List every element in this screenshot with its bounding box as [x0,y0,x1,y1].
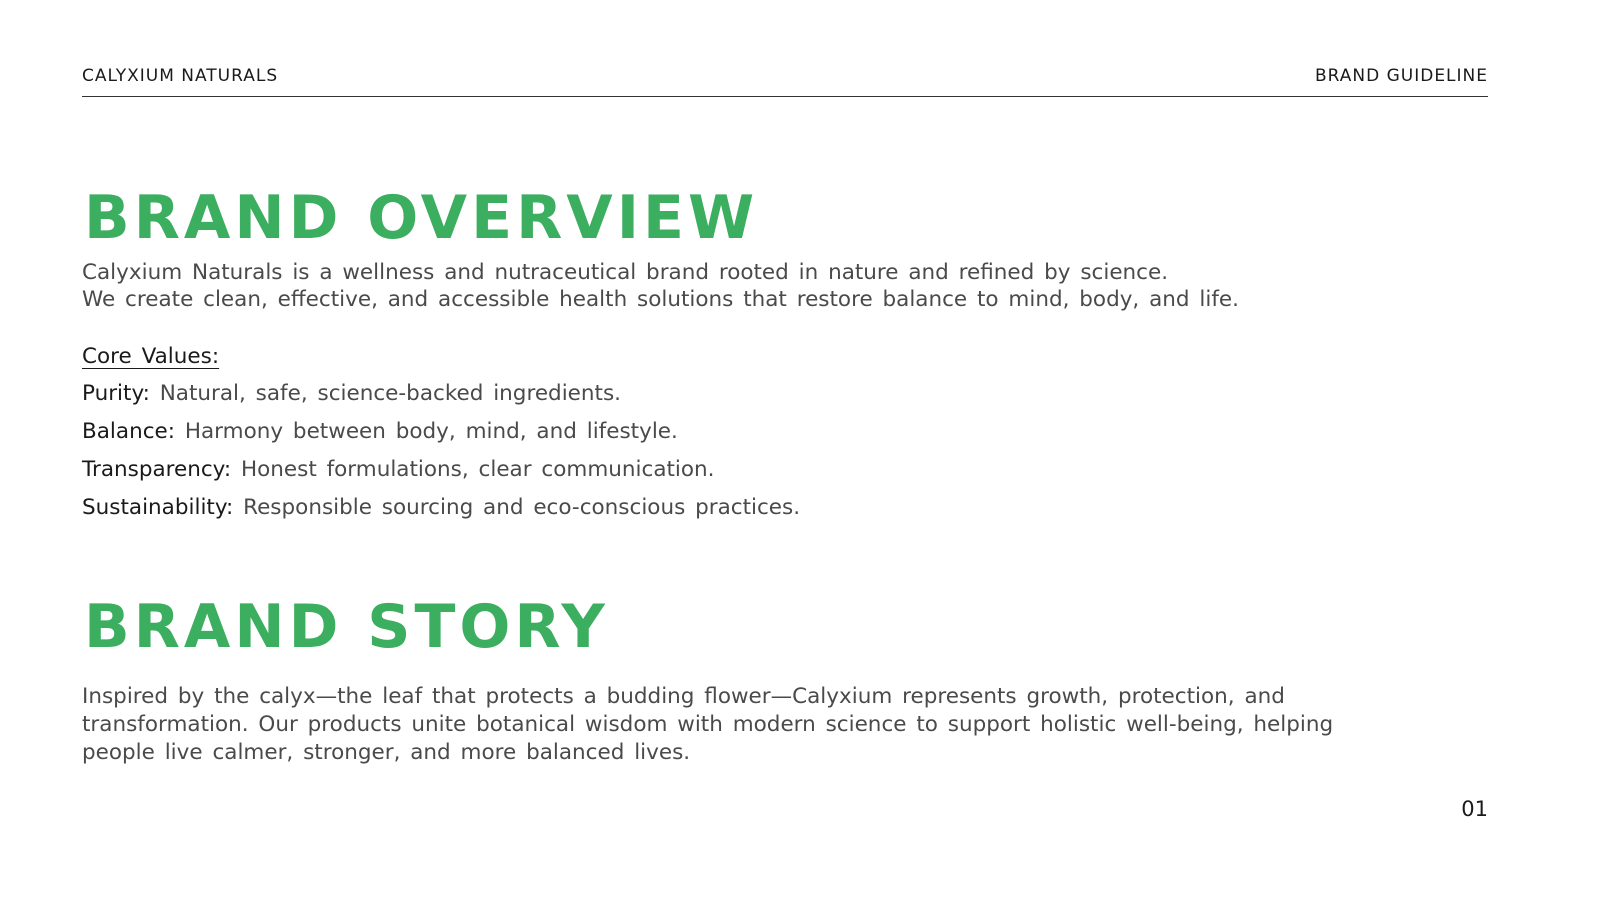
core-value-description: Responsible sourcing and eco-conscious practices. [243,495,801,520]
story-paragraph-line-3: people live calmer, stronger, and more balanced lives. [82,740,691,765]
page-number: 01 [1461,797,1488,821]
core-value-balance [82,418,678,446]
overview-paragraph-line-2: We create clean, effective, and accessible health solutions that restore balance to mind, body, and life. [82,287,1239,312]
overview-paragraph-line-1: Calyxium Naturals is a wellness and nutraceutical brand rooted in nature and refined by science. [82,260,1169,285]
core-value-description: Natural, safe, science-backed ingredients. [159,381,621,406]
page-header [82,64,1488,97]
overview-title: BRAND OVERVIEW [84,183,759,253]
core-value-transparency [82,456,715,484]
story-paragraph-line-1: Inspired by the calyx—the leaf that protects a budding flower—Calyxium represents growth, protection, and [82,684,1285,709]
core-value-purity [82,380,621,408]
story-paragraph-line-2: transformation. Our products unite botanical wisdom with modern science to support holistic well-being, helping [82,712,1334,737]
document-type-label: BRAND GUIDELINE [1314,66,1488,86]
core-value-name: Purity: [82,381,150,406]
core-values-heading: Core Values: [82,344,220,369]
core-value-sustainability [82,494,800,522]
story-title: BRAND STORY [84,592,609,662]
core-value-name: Sustainability: [82,495,234,520]
core-value-name: Transparency: [82,457,232,482]
core-value-description: Harmony between body, mind, and lifestyle. [184,419,678,444]
story-paragraph [82,683,1502,767]
core-value-name: Balance: [82,419,175,444]
core-value-description: Honest formulations, clear communication. [240,457,715,482]
brand-name: CALYXIUM NATURALS [82,66,279,86]
